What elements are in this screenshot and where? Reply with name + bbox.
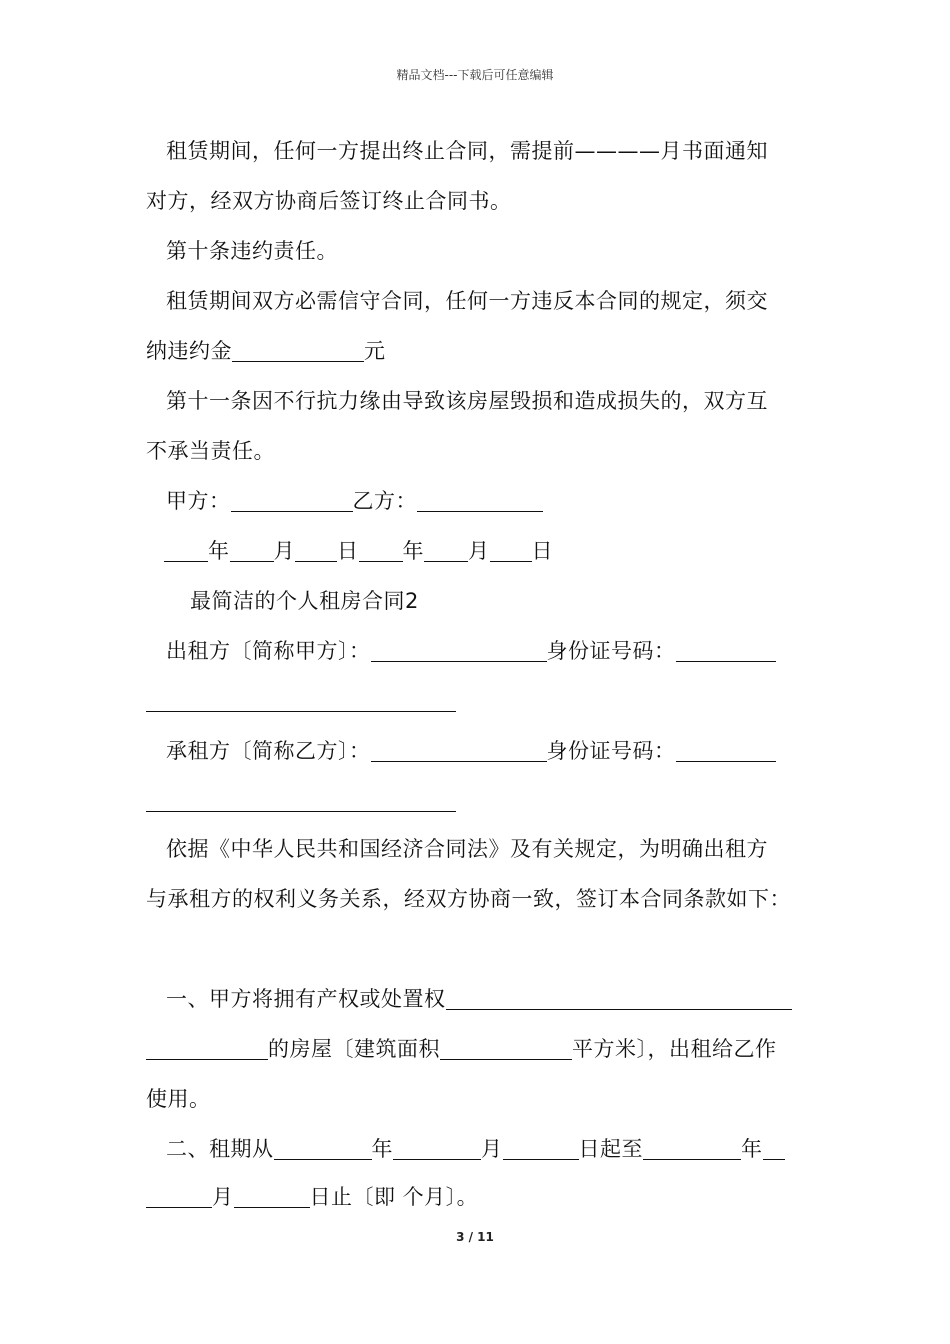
area-unit-text: 平方米〕，出租给乙作: [572, 1037, 777, 1061]
month-text: 月: [481, 1137, 503, 1161]
lessor-name-blank: [371, 639, 547, 662]
party-b-blank: [417, 489, 543, 512]
lessee-name-blank: [371, 739, 547, 762]
lessee-label: 承租方〔简称乙方〕：: [166, 739, 371, 763]
end-month-blank-continued: [146, 1185, 212, 1208]
year-text: 年: [741, 1137, 763, 1161]
paragraph-line: 第十一条因不行抗力缘由导致该房屋毁损和造成损失的，双方互: [166, 389, 768, 413]
start-year-blank: [274, 1137, 372, 1160]
year-text: 年: [371, 1137, 393, 1161]
property-blank-continued: [146, 1037, 268, 1060]
party-b-label: 乙方：: [352, 489, 417, 513]
clause-two-continued: [146, 1182, 478, 1212]
clause-two: [166, 1134, 785, 1164]
day-blank: [295, 539, 337, 562]
paragraph-line: [146, 336, 386, 366]
year-text: 年: [402, 539, 424, 563]
article-heading: 第十条违约责任。: [166, 239, 338, 263]
month-text: 月: [212, 1185, 234, 1209]
unit-text: 元: [364, 339, 386, 363]
end-text: 日止〔即 个月〕。: [309, 1185, 479, 1209]
id-number-label: 身份证号码：: [546, 739, 676, 763]
month-text: 月: [273, 539, 295, 563]
lessee-line-continued: [146, 786, 456, 816]
party-a-label: 甲方：: [166, 489, 231, 513]
page-header: 精品文档---下载后可任意编辑: [396, 68, 554, 82]
month-text: 月: [468, 539, 490, 563]
paragraph-line: 使用。: [146, 1087, 211, 1111]
lessor-id-blank-continued: [146, 689, 456, 712]
lessee-line: [166, 736, 776, 766]
paragraph-line: 依据《中华人民共和国经济合同法》及有关规定，为明确出租方: [166, 837, 768, 861]
paragraph-line: 对方，经双方协商后签订终止合同书。: [146, 189, 512, 213]
end-year-blank: [643, 1137, 741, 1160]
end-day-blank: [234, 1185, 310, 1208]
day-text: 日: [337, 539, 359, 563]
clause-one-continued: [146, 1034, 777, 1064]
end-month-blank: [763, 1137, 785, 1160]
lessee-id-blank-continued: [146, 789, 456, 812]
clause-one-text: 一、甲方将拥有产权或处置权: [166, 987, 446, 1011]
month-blank: [230, 539, 274, 562]
until-text: 日起至: [578, 1137, 643, 1161]
id-number-label: 身份证号码：: [546, 639, 676, 663]
lessor-line-continued: [146, 686, 456, 716]
paragraph-line: 与承租方的权利义务关系，经双方协商一致，签订本合同条款如下：: [146, 887, 791, 911]
start-day-blank: [503, 1137, 579, 1160]
year-blank: [164, 539, 208, 562]
start-month-blank: [393, 1137, 481, 1160]
day-text: 日: [531, 539, 553, 563]
contract-title: 最简洁的个人租房合同2: [190, 589, 419, 613]
penalty-label: 纳违约金: [146, 339, 232, 363]
area-label: 的房屋〔建筑面积: [268, 1037, 440, 1061]
lessor-label: 出租方〔简称甲方〕：: [166, 639, 371, 663]
year-blank: [359, 539, 403, 562]
lessor-line: [166, 636, 776, 666]
clause-one: [166, 984, 792, 1014]
month-blank: [424, 539, 468, 562]
page-number: 3 / 11: [456, 1230, 494, 1244]
signature-line: [166, 486, 543, 516]
lessee-id-blank: [676, 739, 776, 762]
paragraph-line: 租赁期间，任何一方提出终止合同，需提前————月书面通知: [166, 139, 768, 163]
paragraph-line: 不承当责任。: [146, 439, 275, 463]
lessor-id-blank: [676, 639, 776, 662]
area-blank: [440, 1037, 572, 1060]
property-blank: [446, 987, 792, 1010]
penalty-blank: [232, 339, 364, 362]
year-text: 年: [208, 539, 230, 563]
party-a-blank: [231, 489, 353, 512]
date-line: [164, 536, 553, 566]
paragraph-line: 租赁期间双方必需信守合同，任何一方违反本合同的规定，须交: [166, 289, 768, 313]
day-blank: [490, 539, 532, 562]
term-label: 二、租期从: [166, 1137, 274, 1161]
